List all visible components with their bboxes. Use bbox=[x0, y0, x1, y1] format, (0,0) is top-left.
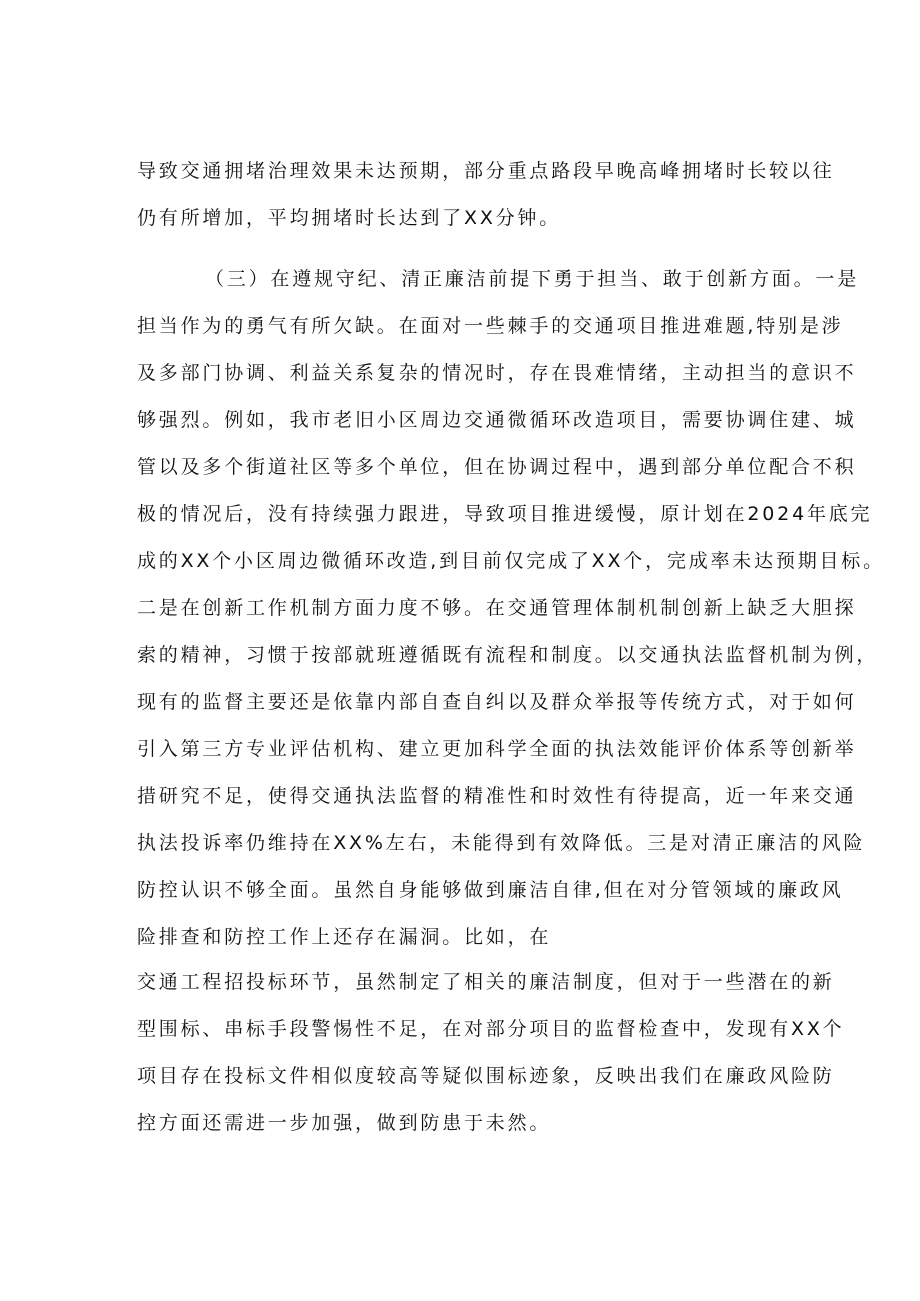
text-line: 担当作为的勇气有所欠缺。在面对一些棘手的交通项目推进难题,特别是涉 bbox=[137, 315, 844, 337]
text-line: 措研究不足，使得交通执法监督的精准性和时效性有待提高，近一年来交通 bbox=[137, 785, 857, 807]
text-line: 极的情况后，没有持续强力跟进，导致项目推进缓慢，原计划在2024年底完 bbox=[137, 503, 873, 525]
text-line: 及多部门协调、利益关系复杂的情况时，存在畏难情绪，主动担当的意识不 bbox=[137, 362, 857, 384]
text-line: 执法投诉率仍维持在XX%左右，未能得到有效降低。三是对清正廉洁的风险 bbox=[137, 832, 866, 854]
text-line: 管以及多个街道社区等多个单位，但在协调过程中，遇到部分单位配合不积 bbox=[137, 456, 857, 478]
text-line: 型围标、串标手段警惕性不足，在对部分项目的监督检查中，发现有XX个 bbox=[137, 1018, 845, 1040]
text-line: 索的精神，习惯于按部就班遵循既有流程和制度。以交通执法监督机制为例， bbox=[137, 644, 879, 666]
text-line: 项目存在投标文件相似度较高等疑似围标迹象，反映出我们在廉政风险防 bbox=[137, 1065, 835, 1087]
text-line: 够强烈。例如，我市老旧小区周边交通微循环改造项目，需要协调住建、城 bbox=[137, 409, 857, 431]
text-line: 防控认识不够全面。虽然自身能够做到廉洁自律,但在对分管领域的廉政风 bbox=[137, 879, 844, 901]
text-line: 现有的监督主要还是依靠内部自查自纠以及群众举报等传统方式，对于如何 bbox=[137, 691, 857, 713]
text-line: 控方面还需进一步加强，做到防患于未然。 bbox=[137, 1112, 552, 1134]
section-heading-line: （三）在遵规守纪、清正廉洁前提下勇于担当、敢于创新方面。一是 bbox=[205, 268, 860, 290]
text-line: 引入第三方专业评估机构、建立更加科学全面的执法效能评价体系等创新举 bbox=[137, 738, 857, 760]
text-line: 导致交通拥堵治理效果未达预期，部分重点路段早晚高峰拥堵时长较以往 bbox=[137, 160, 835, 182]
text-line: 二是在创新工作机制方面力度不够。在交通管理体制机制创新上缺乏大胆探 bbox=[137, 597, 857, 619]
text-line: 险排查和防控工作上还存在漏洞。比如，在 bbox=[137, 926, 552, 948]
text-line: 交通工程招投标环节，虽然制定了相关的廉洁制度，但对于一些潜在的新 bbox=[137, 971, 835, 993]
text-line: 成的XX个小区周边微循环改造,到目前仅完成了XX个，完成率未达预期目标。 bbox=[137, 550, 885, 572]
text-line: 仍有所增加，平均拥堵时长达到了XX分钟。 bbox=[137, 207, 562, 229]
